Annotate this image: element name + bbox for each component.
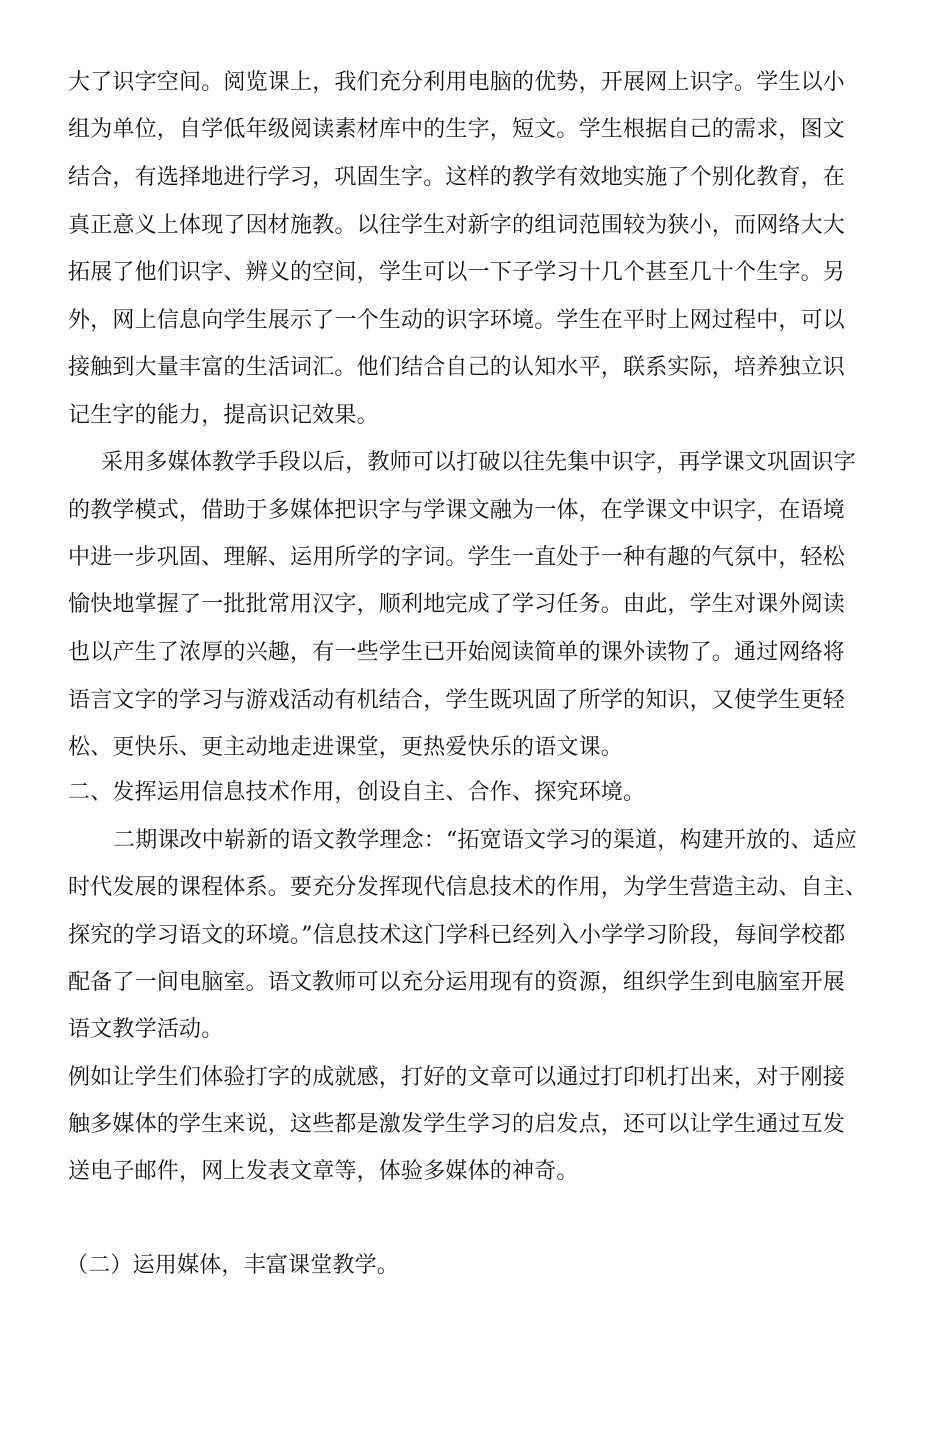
text-line: 松、更快乐、更主动地走进课堂，更热爱快乐的语文课。 — [68, 735, 624, 760]
text-line: 拓展了他们识字、辨义的空间，学生可以一下子学习十几个甚至几十个生字。另 — [68, 260, 846, 285]
text-line: 外，网上信息向学生展示了一个生动的识字环境。学生在平时上网过程中，可以 — [68, 308, 846, 333]
text-line: 愉快地掌握了一批批常用汉字，顺利地完成了学习任务。由此，学生对课外阅读 — [68, 592, 846, 617]
text-line: 记生字的能力，提高识记效果。 — [68, 403, 379, 428]
text-line: 接触到大量丰富的生活词汇。他们结合自己的认知水平，联系实际，培养独立识 — [68, 355, 846, 380]
text-line: 例如让学生们体验打字的成就感，打好的文章可以通过打印机打出来，对于刚接 — [68, 1065, 846, 1090]
text-line: 真正意义上体现了因材施教。以往学生对新字的组词范围较为狭小，而网络大大 — [68, 213, 846, 238]
text-line: 的教学模式，借助于多媒体把识字与学课文融为一体，在学课文中识字，在语境 — [68, 498, 846, 523]
text-line: 时代发展的课程体系。要充分发挥现代信息技术的作用，为学生营造主动、自主、 — [68, 875, 868, 900]
text-line: 语言文字的学习与游戏活动有机结合，学生既巩固了所学的知识，又使学生更轻 — [68, 688, 846, 713]
text-line: 中进一步巩固、理解、运用所学的字词。学生一直处于一种有趣的气氛中，轻松 — [68, 545, 846, 570]
text-line: 也以产生了浓厚的兴趣，有一些学生已开始阅读简单的课外读物了。通过网络将 — [68, 640, 846, 665]
text-line: 大了识字空间。阅览课上，我们充分利用电脑的优势，开展网上识字。学生以小 — [68, 70, 846, 95]
section-heading: 二、发挥运用信息技术作用，创设自主、合作、探究环境。 — [68, 780, 646, 805]
text-line: 探究的学习语文的环境。”信息技术这门学科已经列入小学学习阶段，每间学校都 — [68, 923, 846, 948]
subsection-heading: （二）运用媒体，丰富课堂教学。 — [66, 1253, 400, 1278]
text-line: 送电子邮件，网上发表文章等，体验多媒体的神奇。 — [68, 1159, 579, 1184]
text-line: 语文教学活动。 — [68, 1017, 224, 1042]
text-line: 结合，有选择地进行学习，巩固生字。这样的教学有效地实施了个别化教育，在 — [68, 165, 846, 190]
text-line: 组为单位，自学低年级阅读素材库中的生字，短文。学生根据自己的需求，图文 — [68, 117, 846, 142]
text-line: 采用多媒体教学手段以后，教师可以打破以往先集中识字，再学课文巩固识字 — [101, 450, 856, 475]
text-line: 配备了一间电脑室。语文教师可以充分运用现有的资源，组织学生到电脑室开展 — [68, 970, 846, 995]
text-line: 触多媒体的学生来说，这些都是激发学生学习的启发点，还可以让学生通过互发 — [68, 1112, 846, 1137]
text-line: 二期课改中崭新的语文教学理念：“拓宽语文学习的渠道，构建开放的、适应 — [113, 828, 858, 853]
